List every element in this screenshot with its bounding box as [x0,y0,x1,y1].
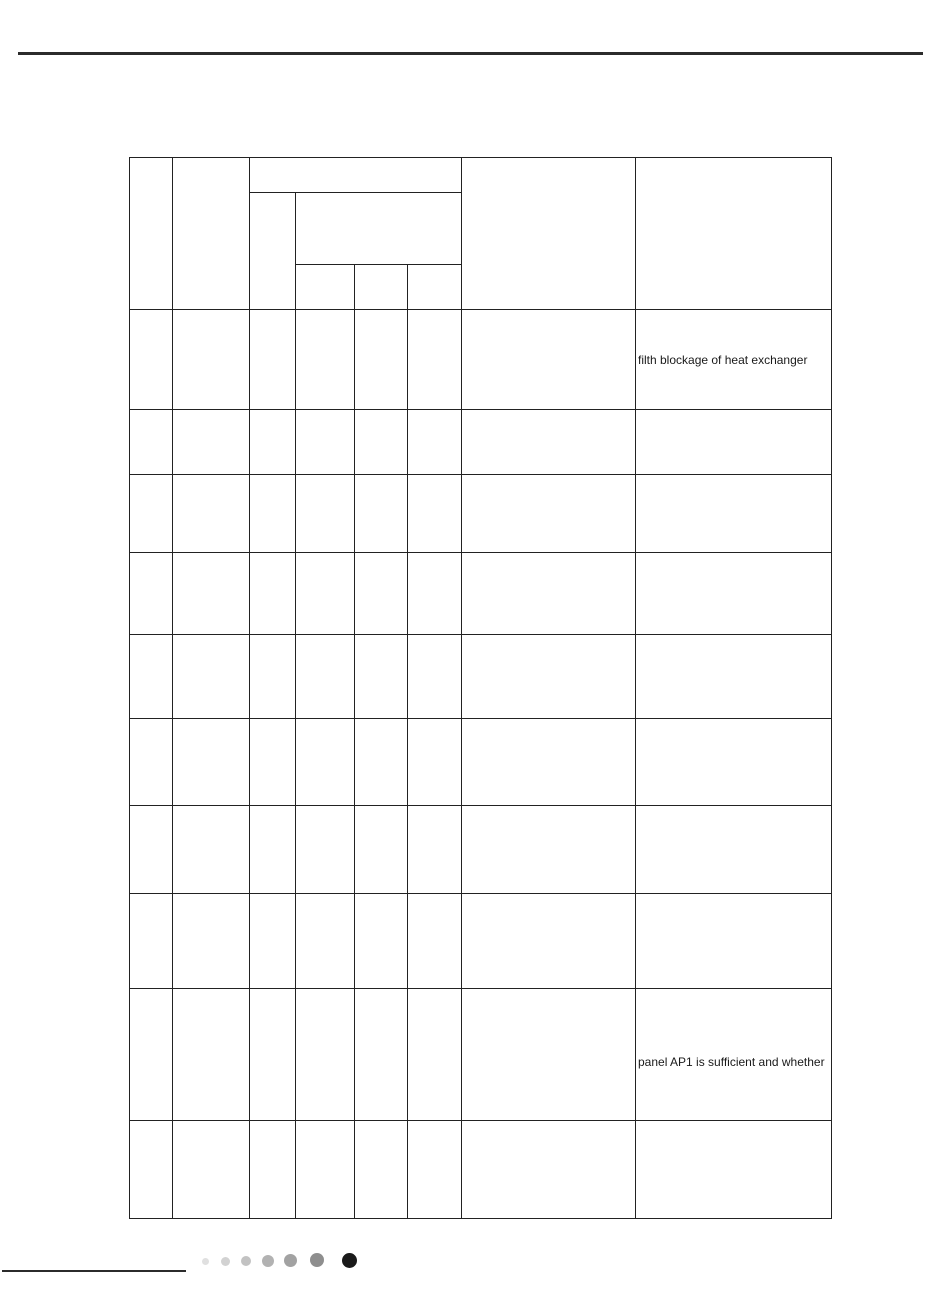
header-cell-status [462,158,636,310]
table-cell [250,635,296,719]
page-dot [284,1254,297,1267]
table-row [130,806,832,894]
table-cell [173,410,250,475]
table-cell [462,1121,636,1219]
table-cell [355,989,408,1121]
table-cell [296,719,355,806]
table-cell [130,894,173,989]
table-cell [130,719,173,806]
table-row [130,553,832,635]
table-row [130,635,832,719]
table-cell [130,310,173,410]
header-cell-malfunction [173,158,250,310]
table-cell [355,635,408,719]
table-cell-remedy [636,635,832,719]
table-cell [296,635,355,719]
table-cell [173,806,250,894]
page-dot [310,1253,324,1267]
table-cell [408,719,462,806]
table-cell [462,894,636,989]
table-cell [408,310,462,410]
table-cell [355,475,408,553]
table-cell [173,553,250,635]
table-cell [462,719,636,806]
page-dot-active [342,1253,357,1268]
table-cell [355,553,408,635]
table-cell [173,1121,250,1219]
page-dot [221,1257,230,1266]
table-row [130,894,832,989]
header-cell-lamp-2 [355,265,408,310]
table-cell [408,635,462,719]
table-row [130,989,832,1121]
table-cell [462,410,636,475]
remedy-text: panel AP1 is sufficient and whether [638,1054,825,1069]
header-cell-lamp-1 [296,265,355,310]
remedy-text: filth blockage of heat exchanger [638,352,808,367]
table-cell [173,719,250,806]
table-cell-remedy [636,989,832,1121]
table-cell [462,475,636,553]
table-row [130,410,832,475]
page-dot [241,1256,251,1266]
header-cell-possible-causes [636,158,832,310]
table-cell [462,310,636,410]
table-cell [250,410,296,475]
table-cell [462,806,636,894]
table-cell [173,310,250,410]
table-cell-remedy [636,894,832,989]
table-cell-remedy [636,1121,832,1219]
troubleshooting-table [129,157,832,1219]
table-cell [296,806,355,894]
table-cell [250,310,296,410]
page-dot [202,1258,209,1265]
header-cell-code [250,193,296,310]
table-cell [462,635,636,719]
table-cell [408,475,462,553]
table-cell [408,553,462,635]
table-row [130,310,832,410]
table-cell [296,310,355,410]
table-cell [296,553,355,635]
header-cell-indicator-lamp [296,193,462,265]
table-cell [130,635,173,719]
table-cell [355,806,408,894]
table-cell [296,1121,355,1219]
table-cell [130,989,173,1121]
table-cell [130,806,173,894]
table-cell [130,1121,173,1219]
table-cell-remedy [636,475,832,553]
table-cell [250,553,296,635]
table-row [130,1121,832,1219]
table-cell [173,894,250,989]
footer-rule [2,1270,186,1272]
table-cell [130,475,173,553]
table-cell [250,806,296,894]
table-cell [355,410,408,475]
header-cell-no [130,158,173,310]
table-cell [296,410,355,475]
table-cell-remedy [636,410,832,475]
table-cell-remedy [636,310,832,410]
table-cell [355,894,408,989]
table-cell [296,475,355,553]
table-row [130,475,832,553]
table-cell [250,475,296,553]
header-row-1 [130,158,832,193]
table-cell [408,410,462,475]
table-cell [462,553,636,635]
table-cell [173,989,250,1121]
table-cell [408,989,462,1121]
table-cell [355,310,408,410]
table-cell [408,806,462,894]
header-cell-lamp-3 [408,265,462,310]
header-cell-display-method [250,158,462,193]
table-cell-remedy [636,553,832,635]
table-cell [250,1121,296,1219]
table-cell [296,894,355,989]
table-cell-remedy [636,719,832,806]
troubleshooting-table-container [129,157,832,1219]
table-cell [462,989,636,1121]
table-cell [355,1121,408,1219]
table-cell [250,989,296,1121]
table-cell [296,989,355,1121]
header-rule [18,52,923,55]
table-cell [130,410,173,475]
table-cell-remedy [636,806,832,894]
table-cell [355,719,408,806]
table-cell [173,475,250,553]
table-row [130,719,832,806]
table-cell [250,894,296,989]
table-cell [130,553,173,635]
table-cell [408,1121,462,1219]
page-dot [262,1255,274,1267]
table-cell [408,894,462,989]
table-cell [250,719,296,806]
table-cell [173,635,250,719]
